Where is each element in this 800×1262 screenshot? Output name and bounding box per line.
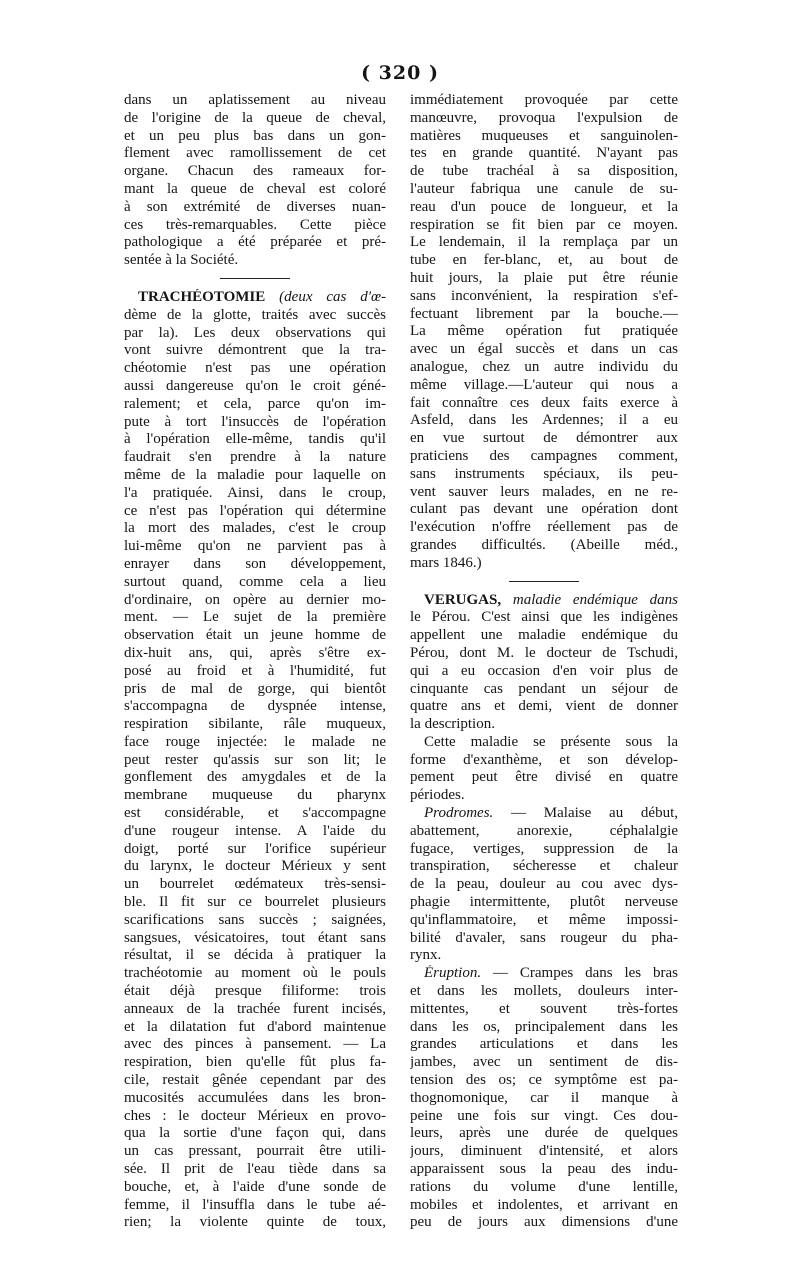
- text-line: dème de la glotte, traités avec succès: [124, 306, 386, 323]
- text-line: appellent une maladie endémique du: [410, 627, 678, 644]
- text-line: tension des os; ce symptôme est pa-: [410, 1072, 678, 1089]
- text-line: avec des pinces à pansement. — La: [124, 1036, 386, 1053]
- text-line: organe. Chacun des rameaux for-: [124, 163, 386, 180]
- text-line: peu de jours aux dimensions d'une: [410, 1214, 678, 1231]
- text-line: était déjà presque filiforme: trois: [124, 983, 386, 1000]
- text-line: abattement, anorexie, céphalalgie: [410, 822, 678, 839]
- right-column: [410, 92, 678, 1232]
- text-line: périodes.: [410, 787, 465, 804]
- text-line: par la). Les deux observations qui: [124, 324, 386, 341]
- text-line: un cas pressant, pourrait être utili-: [124, 1143, 386, 1160]
- text-line: cile, restait gênée cependant par des: [124, 1072, 386, 1089]
- text-line: forme d'exanthème, et son dévelop-: [410, 751, 678, 768]
- text-line: pathologique a été préparée et pré-: [124, 234, 386, 251]
- text-line: bilité d'avaler, sans rougeur du pha-: [410, 929, 678, 946]
- text-line: fait connaître ces deux faits exerce à: [410, 394, 678, 411]
- prodromes-first-line: [410, 805, 678, 823]
- text-line: reau d'un pouce de longueur, et la: [410, 198, 678, 215]
- text-line: apparaissent sous la peau des indu-: [410, 1161, 678, 1178]
- article-title-rest: maladie endémique dans: [512, 591, 678, 608]
- text-line: mobiles et indolentes, et arrivant en: [410, 1196, 678, 1213]
- paragraph: [410, 823, 678, 965]
- text-line: à l'opération elle-même, tandis qu'il: [124, 431, 386, 448]
- text-line: en vue surtout de démontrer aux: [410, 430, 678, 447]
- text-line: rations du volume d'une lentille,: [410, 1178, 678, 1195]
- text-line: pement peut être divisé en quatre: [410, 769, 678, 786]
- text-line: Asfeld, dans les Ardennes; il a eu: [410, 412, 678, 429]
- text-line: la mort des malades, c'est le croup: [124, 520, 386, 537]
- text-line: Pérou, dont M. le docteur de Tschudi,: [410, 644, 678, 661]
- text-line: ble. Il fit sur ce bourrelet plusieurs: [124, 894, 386, 911]
- text-line: peine une fois sur vingt. Ces dou-: [410, 1107, 678, 1124]
- eruption-first-line: [410, 965, 678, 983]
- text-line: dans un aplatissement au niveau: [124, 92, 386, 108]
- text-line: mucosités accumulées dans les bron-: [124, 1089, 386, 1106]
- article-title: VERUGAS,: [424, 591, 502, 608]
- text-line: même village.—L'auteur qui nous a: [410, 376, 678, 393]
- text-line: faudrait s'en prendre à la nature: [124, 449, 386, 466]
- paragraph: [410, 734, 678, 805]
- text-line: leurs, après une durée de quelques: [410, 1125, 678, 1142]
- text-line: ment. — Le sujet de la première: [124, 609, 386, 626]
- text-line: peut rester qu'assis sur son lit; le: [124, 751, 386, 768]
- left-column: [124, 92, 386, 1232]
- text-line: culant pas devant une opération dont: [410, 501, 678, 518]
- text-line: grandes articulations et dans les: [410, 1036, 678, 1053]
- text-line: anneaux de la trachée furent incisés,: [124, 1000, 386, 1017]
- text-line: est considérable, et s'accompagne: [124, 805, 386, 822]
- text-line: flement avec ramollissement de cet: [124, 145, 386, 162]
- text-line: d'une rougeur intense. A l'aide du: [124, 822, 386, 839]
- text-line: qua la sortie d'une façon qui, dans: [124, 1125, 386, 1142]
- text-line: lui-même qu'on ne parvient pas à: [124, 538, 386, 555]
- text-line: respiration sibilante, râle muqueux,: [124, 716, 386, 733]
- text-line: l'auteur fabriqua une canule de su-: [410, 180, 678, 197]
- text-line: posé au froid et à l'humidité, fut: [124, 662, 386, 679]
- text-line: Le lendemain, il la remplaça par un: [410, 234, 678, 251]
- text-line: vent sauver leurs malades, en ne re-: [410, 483, 678, 500]
- text-line: aussi dangereuse qu'on le croit géné-: [124, 377, 386, 394]
- text-line: grandes difficultés. (Abeille méd.,: [410, 536, 678, 553]
- text-line: jambes, avec un sentiment de dis-: [410, 1054, 678, 1071]
- text-line: surtout quand, comme cela a lieu: [124, 573, 386, 590]
- text-line: phagie intermittente, plutôt nerveuse: [410, 894, 678, 911]
- text-line: mant la queue de cheval est coloré: [124, 180, 386, 197]
- text-line: tube en fer-blanc, et, au bout de: [410, 252, 678, 269]
- article-body: [124, 307, 386, 1232]
- text-line: jours, diminuent d'intensité, et alors: [410, 1143, 678, 1160]
- text-line: de la peau, douleur au cou avec dys-: [410, 876, 678, 893]
- text-line: s'accompagna de dyspnée intense,: [124, 698, 386, 715]
- text-line: tes en grande quantité. N'ayant pas: [410, 145, 678, 162]
- text-line: ces très-remarquables. Cette pièce: [124, 216, 386, 233]
- text-line: chéotomie n'est pas une opération: [124, 360, 386, 377]
- text-line: avec un égal succès et dans un cas: [410, 341, 678, 358]
- text-line: sangsues, vésicatoires, tout étant sans: [124, 929, 386, 946]
- prodromes-label: Prodromes.: [424, 805, 494, 822]
- text-line: femme, il l'insuffla dans le tube aé-: [124, 1196, 386, 1213]
- text-line: matières muqueuses et sanguinolen-: [410, 127, 678, 144]
- text-line: bouche, et, à l'aide d'une sonde de: [124, 1178, 386, 1195]
- text-line: sans inconvénient, la respiration s'ef-: [410, 287, 678, 304]
- continuation-paragraph: [410, 92, 678, 573]
- section-divider: [509, 581, 579, 582]
- page-number: ( 320 ): [361, 62, 439, 84]
- text-line: analogue, chez un autre individu du: [410, 358, 678, 375]
- paragraph: [410, 983, 678, 1232]
- text-line: rynx.: [410, 947, 442, 964]
- article-title-rest: (deux cas d'œ-: [279, 288, 386, 305]
- text-line: observation était un jeune homme de: [124, 627, 386, 644]
- text-line: doigt, porté sur l'orifice supérieur: [124, 840, 386, 857]
- text-line: ralement; et cela, parce qu'on im-: [124, 395, 386, 412]
- text-line: la description.: [410, 716, 495, 733]
- text-line: Cette maladie se présente sous la: [424, 733, 678, 750]
- text-line: fugace, vertiges, suppression de la: [410, 840, 678, 857]
- text-line: membrane muqueuse du pharynx: [124, 787, 386, 804]
- text-line: à son extrémité de diverses nuan-: [124, 198, 386, 215]
- text-line: manœuvre, provoqua l'expulsion de: [410, 109, 678, 126]
- text-line: respiration, bien qu'elle fût plus fa-: [124, 1054, 386, 1071]
- text-line: transpiration, sécheresse et chaleur: [410, 858, 678, 875]
- text-line: face rouge injectée: le malade ne: [124, 733, 386, 750]
- intro-paragraph: [124, 92, 386, 270]
- text-line: et dans les mollets, douleurs inter-: [410, 983, 678, 1000]
- text-line: — Malaise au début,: [511, 805, 678, 822]
- text-line: du larynx, le docteur Mérieux y sent: [124, 858, 386, 875]
- article-body: [410, 609, 678, 734]
- text-line: rien; la violente quinte de toux,: [124, 1214, 386, 1231]
- article-heading-verugas: [410, 592, 678, 610]
- text-line: pris de mal de gorge, qui bientôt: [124, 680, 386, 697]
- text-line: l'exécution n'offre réellement pas de: [410, 519, 678, 536]
- text-line: d'ordinaire, on opère au dernier mo-: [124, 591, 386, 608]
- text-line: le Pérou. C'est ainsi que les indigènes: [410, 609, 678, 626]
- text-line: respiration se fit bien par ce moyen.: [410, 216, 678, 233]
- eruption-label: Éruption.: [424, 965, 482, 982]
- section-divider: [220, 278, 290, 279]
- text-line: sans instruments spéciaux, ils peu-: [410, 465, 678, 482]
- text-line: scarifications sans succès ; saignées,: [124, 911, 386, 928]
- text-line: qu'inflammatoire, et même impossi-: [410, 911, 678, 928]
- text-line: — Crampes dans les bras: [492, 965, 678, 982]
- text-line: mittentes, et souvent très-fortes: [410, 1000, 678, 1017]
- text-line: ce n'est pas l'opération qui détermine: [124, 502, 386, 519]
- text-line: ches : le docteur Mérieux en provo-: [124, 1107, 386, 1124]
- article-title: TRACHÉOTOMIE: [138, 288, 266, 305]
- text-line: vont suivre démontrent que la tra-: [124, 342, 386, 359]
- text-line: et un peu plus bas dans un gon-: [124, 127, 386, 144]
- text-line: sentée à la Société.: [124, 252, 239, 269]
- text-line: dans les os, principalement dans les: [410, 1018, 678, 1035]
- text-line: qui a eu occasion d'en voir plus de: [410, 662, 678, 679]
- text-line: même de la maladie pour laquelle on: [124, 466, 386, 483]
- text-line: immédiatement provoquée par cette: [410, 92, 678, 108]
- article-heading-tracheotomie: [124, 289, 386, 307]
- text-line: fectuant librement par la bouche.—: [410, 305, 678, 322]
- text-line: résultat, il se décida à pratiquer la: [124, 947, 386, 964]
- text-line: quatre ans et demi, vient de donner: [410, 698, 678, 715]
- text-line: l'a pratiquée. Ainsi, dans le croup,: [124, 484, 386, 501]
- text-line: mars 1846.): [410, 554, 482, 571]
- text-line: cinquante cas pendant un séjour de: [410, 680, 678, 697]
- text-line: gonflement des amygdales et de la: [124, 769, 386, 786]
- text-line: praticiens des campagnes comment,: [410, 447, 678, 464]
- text-line: sée. Il prit de l'eau tiède dans sa: [124, 1161, 386, 1178]
- text-line: de l'origine de la queue de cheval,: [124, 109, 386, 126]
- text-line: trachéotomie au moment où le pouls: [124, 965, 386, 982]
- text-line: de tube trachéal à sa disposition,: [410, 163, 678, 180]
- text-line: enrayer dans son développement,: [124, 555, 386, 572]
- text-line: dix-huit ans, qui, après s'être ex-: [124, 644, 386, 661]
- text-line: et la dilatation fut d'abord maintenue: [124, 1018, 386, 1035]
- text-line: La même opération fut pratiquée: [410, 323, 678, 340]
- text-line: pute à tort l'insuccès de l'opération: [124, 413, 386, 430]
- text-line: huit jours, la plaie put être réunie: [410, 269, 678, 286]
- text-line: un bourrelet œdémateux très-sensi-: [124, 876, 386, 893]
- text-line: thognomonique, car il manque à: [410, 1089, 678, 1106]
